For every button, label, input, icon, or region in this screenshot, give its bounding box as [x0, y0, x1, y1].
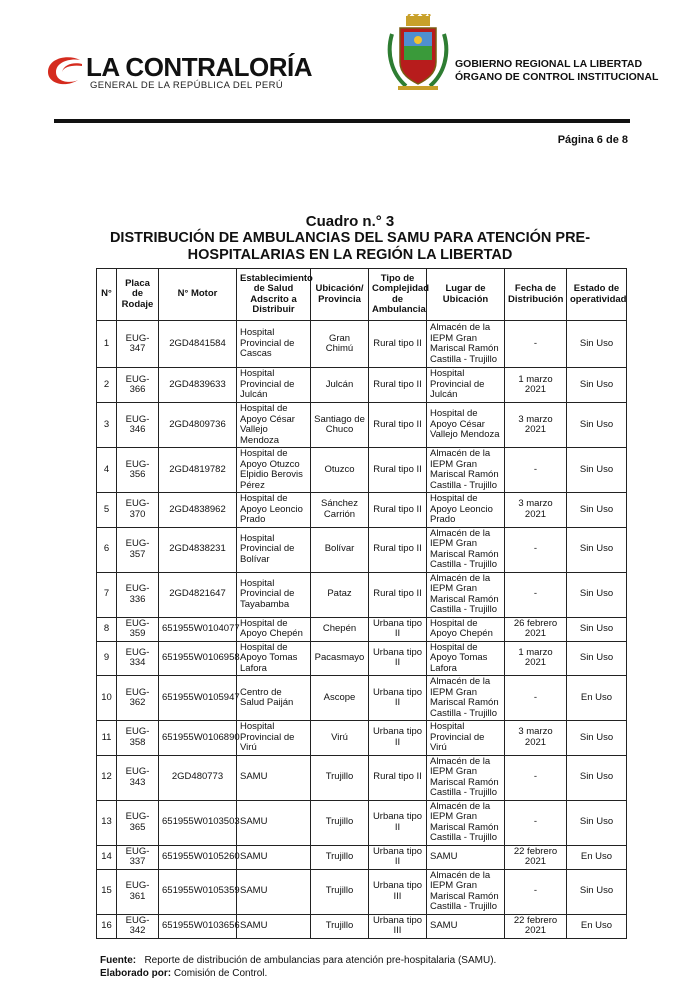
cell-motor: 651955W0105947: [159, 676, 237, 721]
cell-tipo: Urbana tipo II: [369, 641, 427, 676]
cell-tipo: Urbana tipo II: [369, 800, 427, 845]
cell-fecha: -: [505, 448, 567, 493]
cell-estado: Sin Uso: [567, 321, 627, 368]
gov-line-2: ÓRGANO DE CONTROL INSTITUCIONAL: [455, 71, 659, 83]
table-row: [97, 641, 627, 676]
cell-num: 15: [97, 869, 117, 914]
col-header-fecha: Fecha de Distribución: [505, 269, 567, 321]
cell-num: 11: [97, 721, 117, 756]
cell-ubicacion: Trujillo: [311, 845, 369, 869]
col-header-establecimiento: Establecimiento de Salud Adscrito a Distribuir: [237, 269, 311, 321]
cell-placa: EUG-365: [117, 800, 159, 845]
page-header: [0, 0, 700, 125]
cell-lugar: Hospital de Apoyo Leoncio Prado: [427, 493, 505, 528]
cell-establecimiento: Hospital Provincial de Bolívar: [237, 527, 311, 572]
cell-tipo: Rural tipo II: [369, 493, 427, 528]
cell-lugar: Almacén de la IEPM Gran Mariscal Ramón Castilla - Trujillo: [427, 755, 505, 800]
cell-num: 1: [97, 321, 117, 368]
cell-motor: 651955W0104077: [159, 617, 237, 641]
title-line-2: HOSPITALARIAS EN LA REGIÓN LA LIBERTAD: [187, 247, 513, 263]
cell-tipo: Rural tipo II: [369, 403, 427, 448]
table-row: [97, 403, 627, 448]
cell-estado: Sin Uso: [567, 448, 627, 493]
cell-ubicacion: Chepén: [311, 617, 369, 641]
cell-estado: Sin Uso: [567, 755, 627, 800]
cell-placa: EUG-357: [117, 527, 159, 572]
cell-fecha: -: [505, 869, 567, 914]
cell-ubicacion: Trujillo: [311, 914, 369, 938]
cell-ubicacion: Trujillo: [311, 869, 369, 914]
table-row: [97, 755, 627, 800]
cell-fecha: 3 marzo 2021: [505, 493, 567, 528]
elaborado-line: [100, 967, 496, 980]
table-row: [97, 368, 627, 403]
cell-tipo: Rural tipo II: [369, 321, 427, 368]
cell-motor: 651955W0103656: [159, 914, 237, 938]
table-row: [97, 845, 627, 869]
cell-placa: EUG-358: [117, 721, 159, 756]
cell-num: 13: [97, 800, 117, 845]
cell-placa: EUG-359: [117, 617, 159, 641]
cell-establecimiento: Hospital Provincial de Tayabamba: [237, 572, 311, 617]
cell-ubicacion: Bolívar: [311, 527, 369, 572]
cell-fecha: -: [505, 527, 567, 572]
cell-lugar: Hospital de Apoyo Tomas Lafora: [427, 641, 505, 676]
cell-estado: Sin Uso: [567, 403, 627, 448]
cell-ubicacion: Pataz: [311, 572, 369, 617]
cell-establecimiento: Hospital de Apoyo Chepén: [237, 617, 311, 641]
cell-fecha: 26 febrero 2021: [505, 617, 567, 641]
table-row: [97, 321, 627, 368]
cell-lugar: Almacén de la IEPM Gran Mariscal Ramón Castilla - Trujillo: [427, 800, 505, 845]
cell-ubicacion: Trujillo: [311, 755, 369, 800]
cell-fecha: -: [505, 321, 567, 368]
cell-ubicacion: Santiago de Chuco: [311, 403, 369, 448]
cell-estado: Sin Uso: [567, 572, 627, 617]
cell-motor: 651955W0103503: [159, 800, 237, 845]
cell-estado: Sin Uso: [567, 721, 627, 756]
cell-tipo: Rural tipo II: [369, 448, 427, 493]
cell-placa: EUG-362: [117, 676, 159, 721]
cell-estado: En Uso: [567, 914, 627, 938]
cell-num: 4: [97, 448, 117, 493]
cell-ubicacion: Otuzco: [311, 448, 369, 493]
col-header-ubicacion: Ubicación/ Provincia: [311, 269, 369, 321]
table-row: [97, 617, 627, 641]
table-row: [97, 676, 627, 721]
elaborado-text: Comisión de Control.: [173, 968, 268, 979]
cell-motor: 651955W0106890: [159, 721, 237, 756]
cell-placa: EUG-336: [117, 572, 159, 617]
cell-ubicacion: Trujillo: [311, 800, 369, 845]
col-header-placa: Placa de Rodaje: [117, 269, 159, 321]
cell-tipo: Urbana tipo III: [369, 869, 427, 914]
table-row: [97, 721, 627, 756]
cell-establecimiento: SAMU: [237, 800, 311, 845]
cell-establecimiento: Hospital de Apoyo Leoncio Prado: [237, 493, 311, 528]
cell-establecimiento: SAMU: [237, 845, 311, 869]
fuente-label: Fuente:: [100, 955, 137, 966]
table-footer: [100, 954, 496, 980]
cell-establecimiento: SAMU: [237, 755, 311, 800]
cell-num: 9: [97, 641, 117, 676]
cell-ubicacion: Julcán: [311, 368, 369, 403]
cell-placa: EUG-337: [117, 845, 159, 869]
cell-fecha: -: [505, 676, 567, 721]
cell-motor: 2GD4838962: [159, 493, 237, 528]
cell-placa: EUG-361: [117, 869, 159, 914]
table-title: [80, 213, 620, 264]
fuente-text: Reporte de distribución de ambulancias para atención pre-hospitalaria (SAMU).: [144, 955, 497, 966]
cell-num: 7: [97, 572, 117, 617]
cell-ubicacion: Sánchez Carrión: [311, 493, 369, 528]
col-header-lugar: Lugar de Ubicación: [427, 269, 505, 321]
cell-tipo: Urbana tipo II: [369, 617, 427, 641]
cell-motor: 2GD480773: [159, 755, 237, 800]
cell-estado: Sin Uso: [567, 368, 627, 403]
cell-motor: 2GD4838231: [159, 527, 237, 572]
cell-estado: En Uso: [567, 845, 627, 869]
table-header-row: [97, 269, 627, 321]
cell-establecimiento: SAMU: [237, 914, 311, 938]
cell-motor: 2GD4841584: [159, 321, 237, 368]
cell-lugar: Almacén de la IEPM Gran Mariscal Ramón Castilla - Trujillo: [427, 448, 505, 493]
cell-establecimiento: Hospital de Apoyo Tomas Lafora: [237, 641, 311, 676]
cell-lugar: SAMU: [427, 914, 505, 938]
cell-fecha: 1 marzo 2021: [505, 641, 567, 676]
cell-num: 3: [97, 403, 117, 448]
table-row: [97, 527, 627, 572]
table-row: [97, 800, 627, 845]
government-name: [455, 58, 658, 84]
cell-estado: Sin Uso: [567, 617, 627, 641]
cell-ubicacion: Virú: [311, 721, 369, 756]
table-row: [97, 869, 627, 914]
elaborado-label: Elaborado por:: [100, 968, 172, 979]
cell-fecha: -: [505, 755, 567, 800]
cell-motor: 2GD4839633: [159, 368, 237, 403]
cell-ubicacion: Ascope: [311, 676, 369, 721]
col-header-num: N°: [97, 269, 117, 321]
cell-num: 10: [97, 676, 117, 721]
contraloria-logo: [44, 52, 313, 92]
cell-motor: 2GD4819782: [159, 448, 237, 493]
cell-fecha: 3 marzo 2021: [505, 721, 567, 756]
cell-lugar: Hospital de Apoyo Chepén: [427, 617, 505, 641]
cell-fecha: 22 febrero 2021: [505, 914, 567, 938]
cell-motor: 651955W0106958: [159, 641, 237, 676]
cell-placa: EUG-347: [117, 321, 159, 368]
cell-placa: EUG-366: [117, 368, 159, 403]
ambulance-table: [96, 268, 627, 939]
cell-establecimiento: Hospital Provincial de Virú: [237, 721, 311, 756]
page-number: Página 6 de 8: [557, 134, 628, 146]
table-row: [97, 493, 627, 528]
cell-lugar: Hospital Provincial de Virú: [427, 721, 505, 756]
cell-lugar: Hospital Provincial de Julcán: [427, 368, 505, 403]
cell-establecimiento: Hospital de Apoyo César Vallejo Mendoza: [237, 403, 311, 448]
table-label: Cuadro n.° 3: [305, 213, 395, 230]
contraloria-subtitle: GENERAL DE LA REPÚBLICA DEL PERÚ: [90, 80, 284, 91]
cell-motor: 651955W0105260: [159, 845, 237, 869]
cell-tipo: Urbana tipo II: [369, 721, 427, 756]
cell-fecha: 22 febrero 2021: [505, 845, 567, 869]
contraloria-swoosh-icon: [44, 54, 84, 90]
cell-establecimiento: Centro de Salud Paiján: [237, 676, 311, 721]
table-row: [97, 572, 627, 617]
cell-motor: 2GD4821647: [159, 572, 237, 617]
cell-placa: EUG-370: [117, 493, 159, 528]
cell-placa: EUG-356: [117, 448, 159, 493]
cell-lugar: SAMU: [427, 845, 505, 869]
gov-line-1: GOBIERNO REGIONAL LA LIBERTAD: [455, 58, 643, 70]
cell-estado: Sin Uso: [567, 869, 627, 914]
cell-motor: 651955W0105359: [159, 869, 237, 914]
table-row: [97, 914, 627, 938]
cell-establecimiento: Hospital Provincial de Julcán: [237, 368, 311, 403]
cell-num: 8: [97, 617, 117, 641]
header-divider: [54, 119, 630, 123]
regional-crest-icon: [386, 14, 450, 96]
cell-fecha: -: [505, 800, 567, 845]
cell-tipo: Urbana tipo III: [369, 914, 427, 938]
cell-motor: 2GD4809736: [159, 403, 237, 448]
cell-estado: Sin Uso: [567, 641, 627, 676]
cell-estado: Sin Uso: [567, 800, 627, 845]
cell-establecimiento: Hospital Provincial de Cascas: [237, 321, 311, 368]
cell-num: 12: [97, 755, 117, 800]
cell-estado: Sin Uso: [567, 527, 627, 572]
col-header-motor: N° Motor: [159, 269, 237, 321]
cell-establecimiento: Hospital de Apoyo Otuzco Elpidio Berovis Pérez: [237, 448, 311, 493]
cell-tipo: Rural tipo II: [369, 527, 427, 572]
cell-tipo: Rural tipo II: [369, 755, 427, 800]
cell-tipo: Urbana tipo II: [369, 845, 427, 869]
cell-tipo: Rural tipo II: [369, 572, 427, 617]
cell-lugar: Almacén de la IEPM Gran Mariscal Ramón Castilla - Trujillo: [427, 572, 505, 617]
col-header-tipo: Tipo de Complejidad de Ambulancia: [369, 269, 427, 321]
cell-establecimiento: SAMU: [237, 869, 311, 914]
cell-num: 5: [97, 493, 117, 528]
table-body: [97, 321, 627, 939]
cell-placa: EUG-334: [117, 641, 159, 676]
cell-lugar: Almacén de la IEPM Gran Mariscal Ramón Castilla - Trujillo: [427, 527, 505, 572]
cell-lugar: Almacén de la IEPM Gran Mariscal Ramón Castilla - Trujillo: [427, 676, 505, 721]
col-header-estado: Estado de operatividad: [567, 269, 627, 321]
cell-placa: EUG-346: [117, 403, 159, 448]
cell-lugar: Almacén de la IEPM Gran Mariscal Ramón Castilla - Trujillo: [427, 869, 505, 914]
cell-tipo: Rural tipo II: [369, 368, 427, 403]
cell-tipo: Urbana tipo II: [369, 676, 427, 721]
cell-lugar: Almacén de la IEPM Gran Mariscal Ramón Castilla - Trujillo: [427, 321, 505, 368]
cell-num: 6: [97, 527, 117, 572]
cell-num: 16: [97, 914, 117, 938]
table-row: [97, 448, 627, 493]
cell-estado: En Uso: [567, 676, 627, 721]
contraloria-name: LA CONTRALORÍA: [86, 52, 313, 82]
cell-ubicacion: Gran Chimú: [311, 321, 369, 368]
cell-ubicacion: Pacasmayo: [311, 641, 369, 676]
cell-fecha: 3 marzo 2021: [505, 403, 567, 448]
cell-lugar: Hospital de Apoyo César Vallejo Mendoza: [427, 403, 505, 448]
cell-placa: EUG-343: [117, 755, 159, 800]
title-line-1: DISTRIBUCIÓN DE AMBULANCIAS DEL SAMU PARA ATENCIÓN PRE-: [109, 230, 591, 246]
cell-fecha: 1 marzo 2021: [505, 368, 567, 403]
cell-placa: EUG-342: [117, 914, 159, 938]
cell-num: 2: [97, 368, 117, 403]
cell-estado: Sin Uso: [567, 493, 627, 528]
fuente-line: [100, 954, 496, 967]
cell-fecha: -: [505, 572, 567, 617]
cell-num: 14: [97, 845, 117, 869]
